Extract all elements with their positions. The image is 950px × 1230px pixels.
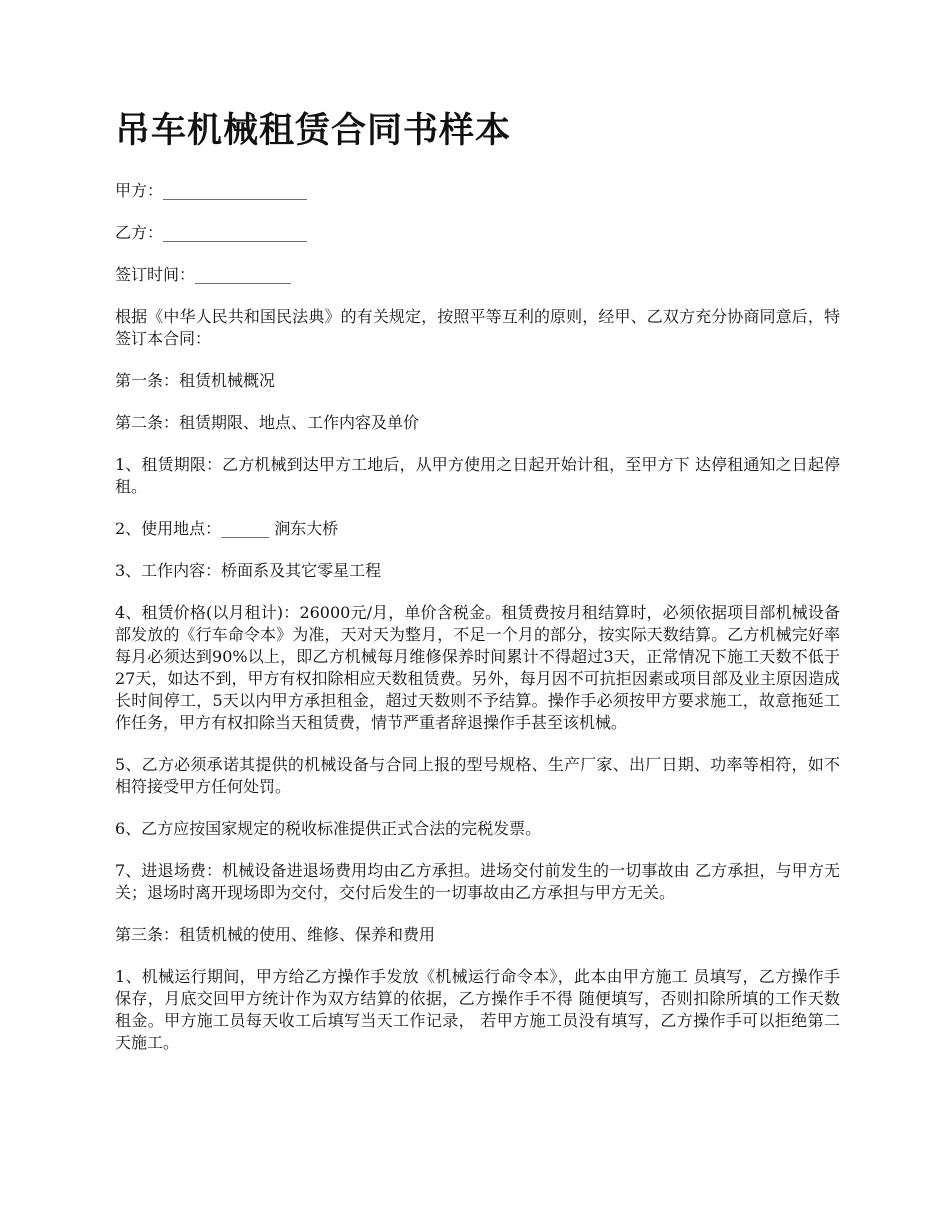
clause-2-2: 2、使用地点：______ 涧东大桥 [115, 519, 339, 538]
intro-paragraph: 根据《中华人民共和国民法典》的有关规定，按照平等互利的原则，经甲、乙双方充分协商同意后，特签订本合同： [115, 307, 840, 348]
clause-2-5: 5、乙方必须承诺其提供的机械设备与合同上报的型号规格、生产厂家、出厂日期、功率等相符，如不相符接受甲方任何处罚。 [115, 755, 840, 796]
party-b-field: 乙方：__________________ [115, 223, 308, 242]
clause-2-1: 1、租赁期限：乙方机械到达甲方工地后，从甲方使用之日起开始计租，至甲方下 达停租通知之日起停租。 [115, 455, 840, 496]
clause-2-3: 3、工作内容：桥面系及其它零星工程 [115, 561, 382, 580]
article-1-heading: 第一条：租赁机械概况 [115, 371, 276, 390]
clause-2-4: 4、租赁价格(以月租计)：26000元/月，单价含税金。租赁费按月租结算时，必须依据项目部机械设备部发放的《行车命令本》为准，天对天为整月，不足一个月的部分，按实际天数结算。乙方机械完好率每月必须达到90%以上，即乙方机械每月维修保养时间累计不得超过3天，正常情况下施工天数不低于27天，如达不到，甲方有权扣除相应天数租赁费。另外，每月因不可抗拒因素或项目部及业主原因造成长时间停工，5天以内甲方承担租金，超过天数则不予结算。操作手必须按甲方要求施工，故意拖延工作任务，甲方有权扣除当天租赁费，情节严重者辞退操作手甚至该机械。 [115, 603, 840, 732]
article-3-heading: 第三条：租赁机械的使用、维修、保养和费用 [115, 925, 436, 944]
document-title: 吊车机械租赁合同书样本 [115, 111, 512, 151]
clause-2-7: 7、进退场费：机械设备进退场费用均由乙方承担。进场交付前发生的一切事故由 乙方承担，与甲方无关；退场时离开现场即为交付，交付后发生的一切事故由乙方承担与甲方无关。 [115, 861, 840, 902]
contract-page [115, 110, 840, 1074]
article-2-heading: 第二条：租赁期限、地点、工作内容及单价 [115, 413, 420, 432]
sign-date-field: 签订时间：____________ [115, 265, 292, 284]
party-a-field: 甲方：__________________ [115, 181, 308, 200]
clause-3-1: 1、机械运行期间，甲方给乙方操作手发放《机械运行命令本》，此本由甲方施工 员填写，乙方操作手保存，月底交回甲方统计作为双方结算的依据，乙方操作手不得 随便填写，否则扣除所填的工作天数租金。甲方施工员每天收工后填写当天工作记录， 若甲方施工员没有填写，乙方操作手可以拒绝第二天施工。 [115, 967, 840, 1052]
clause-2-6: 6、乙方应按国家规定的税收标准提供正式合法的完税发票。 [115, 819, 542, 838]
